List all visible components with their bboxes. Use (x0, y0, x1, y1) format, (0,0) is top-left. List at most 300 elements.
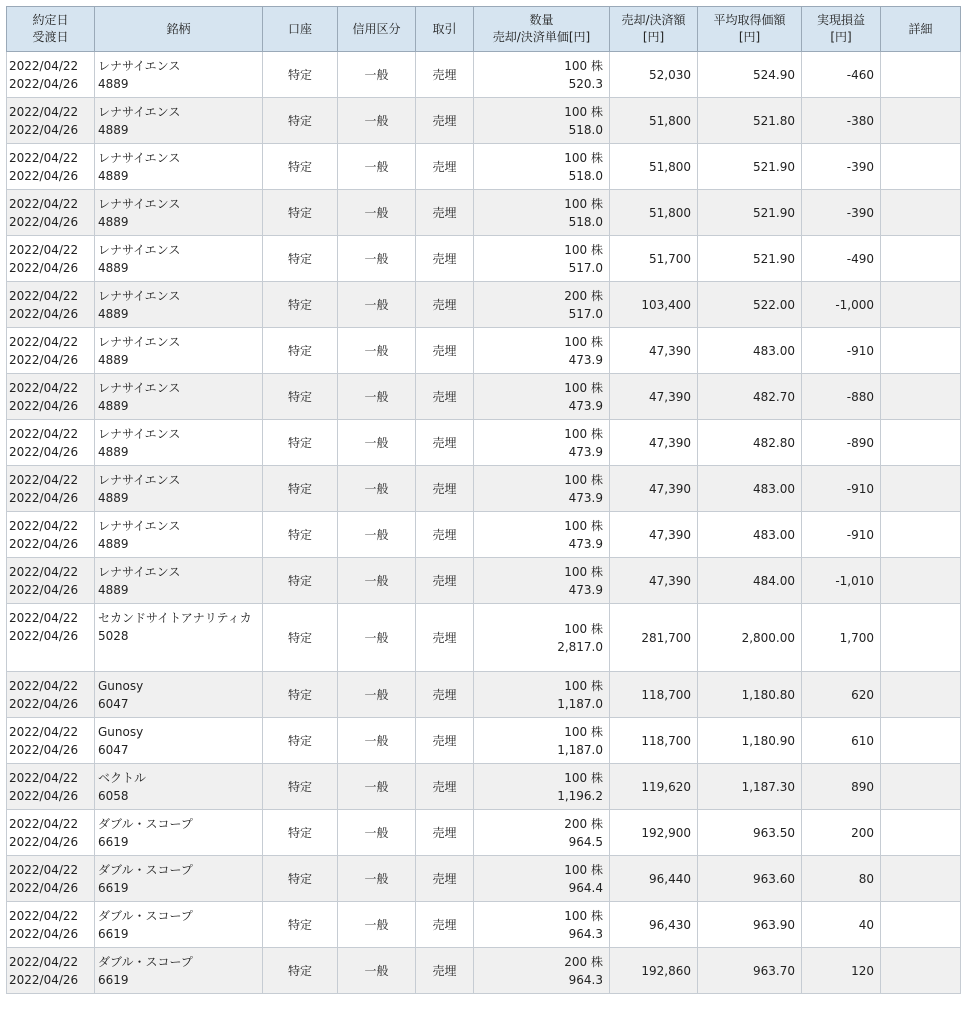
qty-cell (474, 328, 610, 374)
avg-cost-cell: 963.50 (698, 810, 802, 856)
quantity: 100 株 (564, 334, 603, 349)
detail-cell (881, 98, 961, 144)
security-cell (95, 764, 263, 810)
avg-cost-cell: 963.60 (698, 856, 802, 902)
amount-cell: 96,440 (610, 856, 698, 902)
amount-cell: 118,700 (610, 718, 698, 764)
quantity: 100 株 (564, 518, 603, 533)
amount-cell: 47,390 (610, 328, 698, 374)
unit-price: 520.3 (568, 76, 603, 91)
trade-cell: 売埋 (416, 672, 474, 718)
pnl-cell: -380 (802, 98, 881, 144)
detail-cell (881, 672, 961, 718)
security-name: レナサイエンス (98, 243, 181, 257)
detail-cell (881, 236, 961, 282)
quantity: 100 株 (564, 908, 603, 923)
security-code: 4889 (98, 399, 129, 413)
security-code: 4889 (98, 169, 129, 183)
credit-cell: 一般 (338, 764, 416, 810)
date-cell (7, 144, 95, 190)
security-name: セカンドサイトアナリティカ (98, 611, 252, 625)
security-cell (95, 856, 263, 902)
trade-date: 2022/04/22 (9, 611, 79, 625)
qty-cell (474, 190, 610, 236)
detail-cell (881, 328, 961, 374)
unit-price: 1,187.0 (557, 696, 603, 711)
avg-cost-cell: 521.90 (698, 144, 802, 190)
account-cell: 特定 (263, 328, 338, 374)
detail-cell (881, 948, 961, 994)
avg-cost-cell: 521.80 (698, 98, 802, 144)
trade-date: 2022/04/22 (9, 679, 79, 693)
detail-cell (881, 810, 961, 856)
pnl-cell: 80 (802, 856, 881, 902)
security-name: レナサイエンス (98, 59, 181, 73)
header-account: 口座 (263, 7, 338, 52)
avg-cost-cell: 483.00 (698, 466, 802, 512)
table-row (7, 52, 961, 98)
settle-date: 2022/04/26 (9, 537, 79, 551)
table-row (7, 810, 961, 856)
settle-date: 2022/04/26 (9, 835, 79, 849)
credit-cell: 一般 (338, 856, 416, 902)
credit-cell: 一般 (338, 512, 416, 558)
pnl-cell: -890 (802, 420, 881, 466)
trade-cell: 売埋 (416, 98, 474, 144)
qty-cell (474, 764, 610, 810)
security-code: 6047 (98, 743, 129, 757)
date-cell (7, 810, 95, 856)
trade-cell: 売埋 (416, 282, 474, 328)
security-code: 4889 (98, 491, 129, 505)
trade-cell: 売埋 (416, 718, 474, 764)
pnl-cell: -390 (802, 144, 881, 190)
trade-date: 2022/04/22 (9, 59, 79, 73)
amount-cell: 52,030 (610, 52, 698, 98)
credit-cell: 一般 (338, 948, 416, 994)
qty-cell (474, 558, 610, 604)
date-cell (7, 466, 95, 512)
credit-cell: 一般 (338, 328, 416, 374)
table-row (7, 420, 961, 466)
security-code: 6619 (98, 835, 129, 849)
settle-date: 2022/04/26 (9, 927, 79, 941)
security-code: 6058 (98, 789, 129, 803)
security-name: Gunosy (98, 725, 144, 739)
date-cell (7, 374, 95, 420)
security-cell (95, 604, 263, 672)
security-code: 4889 (98, 261, 129, 275)
trade-date: 2022/04/22 (9, 565, 79, 579)
credit-cell: 一般 (338, 902, 416, 948)
settle-date: 2022/04/26 (9, 743, 79, 757)
pnl-cell: 620 (802, 672, 881, 718)
pnl-cell: -1,010 (802, 558, 881, 604)
account-cell: 特定 (263, 466, 338, 512)
quantity: 100 株 (564, 426, 603, 441)
security-code: 4889 (98, 445, 129, 459)
amount-cell: 96,430 (610, 902, 698, 948)
qty-cell (474, 856, 610, 902)
detail-cell (881, 190, 961, 236)
date-cell (7, 52, 95, 98)
detail-cell (881, 466, 961, 512)
security-code: 5028 (98, 629, 129, 643)
pnl-cell: -880 (802, 374, 881, 420)
date-cell (7, 328, 95, 374)
trade-cell: 売埋 (416, 512, 474, 558)
account-cell: 特定 (263, 902, 338, 948)
settle-date: 2022/04/26 (9, 123, 79, 137)
table-row (7, 558, 961, 604)
account-cell: 特定 (263, 948, 338, 994)
settle-date: 2022/04/26 (9, 307, 79, 321)
credit-cell: 一般 (338, 420, 416, 466)
account-cell: 特定 (263, 374, 338, 420)
detail-cell (881, 764, 961, 810)
account-cell: 特定 (263, 52, 338, 98)
trade-cell: 売埋 (416, 328, 474, 374)
header-qty: 数量 売却/決済単価[円] (474, 7, 610, 52)
trade-date: 2022/04/22 (9, 197, 79, 211)
security-code: 4889 (98, 583, 129, 597)
pnl-cell: -910 (802, 328, 881, 374)
detail-cell (881, 374, 961, 420)
security-code: 6619 (98, 973, 129, 987)
trade-cell: 売埋 (416, 190, 474, 236)
avg-cost-cell: 483.00 (698, 512, 802, 558)
pnl-cell: 40 (802, 902, 881, 948)
trade-cell: 売埋 (416, 764, 474, 810)
security-name: レナサイエンス (98, 473, 181, 487)
quantity: 100 株 (564, 472, 603, 487)
trade-cell: 売埋 (416, 948, 474, 994)
security-name: レナサイエンス (98, 197, 181, 211)
trade-date: 2022/04/22 (9, 817, 79, 831)
qty-cell (474, 52, 610, 98)
security-cell (95, 558, 263, 604)
credit-cell: 一般 (338, 718, 416, 764)
credit-cell: 一般 (338, 282, 416, 328)
account-cell: 特定 (263, 190, 338, 236)
unit-price: 1,187.0 (557, 742, 603, 757)
unit-price: 473.9 (568, 352, 603, 367)
pnl-cell: -910 (802, 512, 881, 558)
amount-cell: 119,620 (610, 764, 698, 810)
trade-date: 2022/04/22 (9, 519, 79, 533)
security-name: レナサイエンス (98, 565, 181, 579)
settle-date: 2022/04/26 (9, 789, 79, 803)
credit-cell: 一般 (338, 810, 416, 856)
pnl-cell: 120 (802, 948, 881, 994)
account-cell: 特定 (263, 144, 338, 190)
detail-cell (881, 282, 961, 328)
security-name: レナサイエンス (98, 105, 181, 119)
trade-date: 2022/04/22 (9, 381, 79, 395)
trade-date: 2022/04/22 (9, 955, 79, 969)
table-row (7, 466, 961, 512)
trade-date: 2022/04/22 (9, 289, 79, 303)
quantity: 100 株 (564, 150, 603, 165)
header-pnl: 実現損益 [円] (802, 7, 881, 52)
header-avg: 平均取得価額 [円] (698, 7, 802, 52)
account-cell: 特定 (263, 718, 338, 764)
table-row (7, 144, 961, 190)
settle-date: 2022/04/26 (9, 629, 79, 643)
pnl-cell: -1,000 (802, 282, 881, 328)
amount-cell: 192,900 (610, 810, 698, 856)
security-code: 4889 (98, 123, 129, 137)
qty-cell (474, 374, 610, 420)
settle-date: 2022/04/26 (9, 583, 79, 597)
quantity: 100 株 (564, 862, 603, 877)
trade-date: 2022/04/22 (9, 151, 79, 165)
pnl-cell: -460 (802, 52, 881, 98)
account-cell: 特定 (263, 98, 338, 144)
table-row (7, 672, 961, 718)
detail-cell (881, 604, 961, 672)
unit-price: 2,817.0 (557, 639, 603, 654)
trade-cell: 売埋 (416, 810, 474, 856)
credit-cell: 一般 (338, 558, 416, 604)
account-cell: 特定 (263, 282, 338, 328)
qty-cell (474, 810, 610, 856)
date-cell (7, 420, 95, 466)
detail-cell (881, 420, 961, 466)
security-code: 4889 (98, 353, 129, 367)
qty-cell (474, 948, 610, 994)
settle-date: 2022/04/26 (9, 491, 79, 505)
amount-cell: 103,400 (610, 282, 698, 328)
date-cell (7, 856, 95, 902)
quantity: 100 株 (564, 724, 603, 739)
trade-date: 2022/04/22 (9, 909, 79, 923)
quantity: 100 株 (564, 242, 603, 257)
account-cell: 特定 (263, 764, 338, 810)
account-cell: 特定 (263, 672, 338, 718)
trade-cell: 売埋 (416, 52, 474, 98)
credit-cell: 一般 (338, 190, 416, 236)
trade-date: 2022/04/22 (9, 725, 79, 739)
table-header-row (7, 7, 961, 52)
amount-cell: 51,700 (610, 236, 698, 282)
trade-date: 2022/04/22 (9, 105, 79, 119)
pnl-cell: 1,700 (802, 604, 881, 672)
security-cell (95, 98, 263, 144)
trade-date: 2022/04/22 (9, 863, 79, 877)
header-credit: 信用区分 (338, 7, 416, 52)
unit-price: 518.0 (568, 168, 603, 183)
date-cell (7, 282, 95, 328)
pnl-cell: 200 (802, 810, 881, 856)
table-row (7, 98, 961, 144)
detail-cell (881, 512, 961, 558)
unit-price: 517.0 (568, 260, 603, 275)
avg-cost-cell: 524.90 (698, 52, 802, 98)
account-cell: 特定 (263, 236, 338, 282)
pnl-cell: -910 (802, 466, 881, 512)
security-name: レナサイエンス (98, 289, 181, 303)
credit-cell: 一般 (338, 672, 416, 718)
quantity: 200 株 (564, 816, 603, 831)
quantity: 100 株 (564, 104, 603, 119)
avg-cost-cell: 522.00 (698, 282, 802, 328)
table-row (7, 902, 961, 948)
security-cell (95, 902, 263, 948)
avg-cost-cell: 1,180.80 (698, 672, 802, 718)
security-cell (95, 52, 263, 98)
quantity: 100 株 (564, 58, 603, 73)
date-cell (7, 718, 95, 764)
unit-price: 964.5 (568, 834, 603, 849)
amount-cell: 47,390 (610, 466, 698, 512)
security-name: ダブル・スコープ (98, 863, 193, 877)
settle-date: 2022/04/26 (9, 215, 79, 229)
date-cell (7, 764, 95, 810)
security-code: 4889 (98, 537, 129, 551)
unit-price: 518.0 (568, 122, 603, 137)
avg-cost-cell: 1,180.90 (698, 718, 802, 764)
unit-price: 473.9 (568, 398, 603, 413)
security-name: ダブル・スコープ (98, 817, 193, 831)
security-cell (95, 282, 263, 328)
qty-cell (474, 672, 610, 718)
amount-cell: 51,800 (610, 144, 698, 190)
unit-price: 964.4 (568, 880, 603, 895)
unit-price: 518.0 (568, 214, 603, 229)
credit-cell: 一般 (338, 144, 416, 190)
date-cell (7, 512, 95, 558)
avg-cost-cell: 482.80 (698, 420, 802, 466)
amount-cell: 47,390 (610, 558, 698, 604)
avg-cost-cell: 521.90 (698, 190, 802, 236)
avg-cost-cell: 484.00 (698, 558, 802, 604)
settle-date: 2022/04/26 (9, 77, 79, 91)
security-code: 4889 (98, 215, 129, 229)
table-row (7, 604, 961, 672)
amount-cell: 192,860 (610, 948, 698, 994)
table-row (7, 718, 961, 764)
quantity: 100 株 (564, 196, 603, 211)
date-cell (7, 190, 95, 236)
trade-cell: 売埋 (416, 856, 474, 902)
table-row (7, 764, 961, 810)
table-row (7, 236, 961, 282)
realized-pnl-table (6, 6, 961, 994)
security-cell (95, 236, 263, 282)
account-cell: 特定 (263, 810, 338, 856)
pnl-cell: -390 (802, 190, 881, 236)
qty-cell (474, 718, 610, 764)
security-cell (95, 672, 263, 718)
trade-date: 2022/04/22 (9, 771, 79, 785)
settle-date: 2022/04/26 (9, 399, 79, 413)
unit-price: 964.3 (568, 926, 603, 941)
security-name: レナサイエンス (98, 427, 181, 441)
unit-price: 517.0 (568, 306, 603, 321)
settle-date: 2022/04/26 (9, 169, 79, 183)
qty-cell (474, 144, 610, 190)
pnl-cell: 890 (802, 764, 881, 810)
unit-price: 473.9 (568, 536, 603, 551)
quantity: 200 株 (564, 288, 603, 303)
security-code: 4889 (98, 77, 129, 91)
credit-cell: 一般 (338, 52, 416, 98)
table-row (7, 328, 961, 374)
amount-cell: 51,800 (610, 98, 698, 144)
qty-cell (474, 466, 610, 512)
trade-cell: 売埋 (416, 374, 474, 420)
security-code: 6619 (98, 927, 129, 941)
security-cell (95, 420, 263, 466)
security-code: 4889 (98, 307, 129, 321)
table-row (7, 856, 961, 902)
trade-cell: 売埋 (416, 604, 474, 672)
account-cell: 特定 (263, 558, 338, 604)
quantity: 200 株 (564, 954, 603, 969)
date-cell (7, 948, 95, 994)
security-name: Gunosy (98, 679, 144, 693)
header-detail: 詳細 (881, 7, 961, 52)
detail-cell (881, 718, 961, 764)
date-cell (7, 558, 95, 604)
table-row (7, 948, 961, 994)
quantity: 100 株 (564, 770, 603, 785)
security-cell (95, 948, 263, 994)
qty-cell (474, 512, 610, 558)
settle-date: 2022/04/26 (9, 445, 79, 459)
unit-price: 473.9 (568, 490, 603, 505)
avg-cost-cell: 963.70 (698, 948, 802, 994)
security-cell (95, 718, 263, 764)
trade-cell: 売埋 (416, 558, 474, 604)
unit-price: 473.9 (568, 444, 603, 459)
trade-date: 2022/04/22 (9, 427, 79, 441)
settle-date: 2022/04/26 (9, 261, 79, 275)
header-date: 約定日 受渡日 (7, 7, 95, 52)
security-name: レナサイエンス (98, 381, 181, 395)
amount-cell: 47,390 (610, 420, 698, 466)
settle-date: 2022/04/26 (9, 697, 79, 711)
detail-cell (881, 902, 961, 948)
avg-cost-cell: 521.90 (698, 236, 802, 282)
security-name: レナサイエンス (98, 335, 181, 349)
table-row (7, 512, 961, 558)
security-cell (95, 466, 263, 512)
date-cell (7, 902, 95, 948)
qty-cell (474, 902, 610, 948)
amount-cell: 281,700 (610, 604, 698, 672)
security-name: ダブル・スコープ (98, 909, 193, 923)
security-cell (95, 144, 263, 190)
security-cell (95, 190, 263, 236)
qty-cell (474, 236, 610, 282)
trade-cell: 売埋 (416, 420, 474, 466)
avg-cost-cell: 483.00 (698, 328, 802, 374)
quantity: 100 株 (564, 564, 603, 579)
settle-date: 2022/04/26 (9, 881, 79, 895)
amount-cell: 47,390 (610, 512, 698, 558)
security-cell (95, 374, 263, 420)
qty-cell (474, 604, 610, 672)
date-cell (7, 236, 95, 282)
amount-cell: 118,700 (610, 672, 698, 718)
security-name: レナサイエンス (98, 151, 181, 165)
avg-cost-cell: 482.70 (698, 374, 802, 420)
date-cell (7, 604, 95, 672)
account-cell: 特定 (263, 604, 338, 672)
trade-date: 2022/04/22 (9, 243, 79, 257)
